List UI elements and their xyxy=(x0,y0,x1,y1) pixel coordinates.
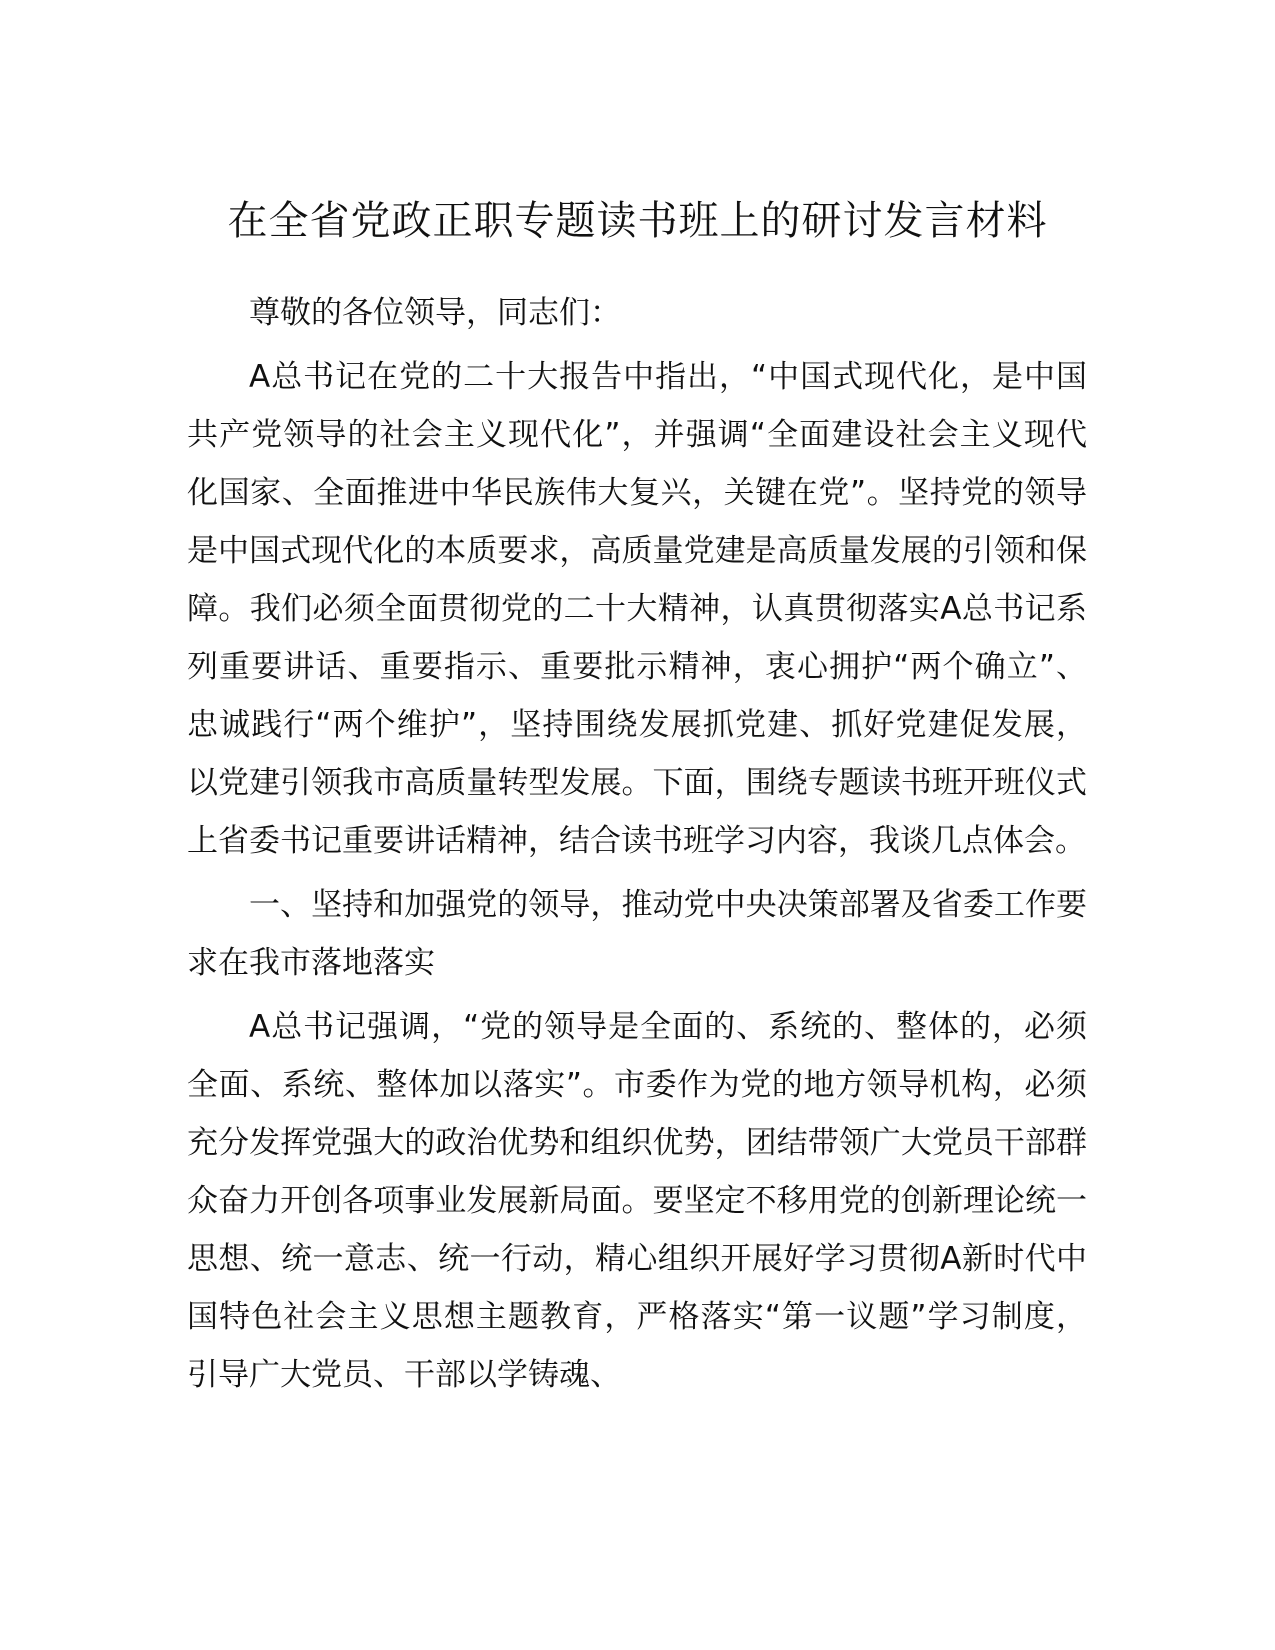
paragraph-section-1: A总书记强调，“党的领导是全面的、系统的、整体的，必须全面、系统、整体加以落实”。市委作为党的地方领导机构，必须充分发挥党强大的政治优势和组织优势，团结带领广大党员干部群众奋力开创各项事业发展新局面。要坚定不移用党的创新理论统一思想、统一意志、统一行动，精心组织开展好学习贯彻A新时代中国特色社会主义思想主题教育，严格落实“第一议题”学习制度，引导广大党员、干部以学铸魂、 xyxy=(187,1009,1087,1393)
document-title: 在全省党政正职专题读书班上的研讨发言材料 xyxy=(227,198,1048,244)
section-heading-1: 一、坚持和加强党的领导，推动党中央决策部署及省委工作要求在我市落地落实 xyxy=(187,887,1087,981)
document-body xyxy=(187,284,1087,1410)
paragraph-intro: A总书记在党的二十大报告中指出，“中国式现代化，是中国共产党领导的社会主义现代化”，并强调“全面建设社会主义现代化国家、全面推进中华民族伟大复兴，关键在党”。坚持党的领导是中国式现代化的本质要求，高质量党建是高质量发展的引领和保障。我们必须全面贯彻党的二十大精神，认真贯彻落实A总书记系列重要讲话、重要指示、重要批示精神，衷心拥护“两个确立”、忠诚践行“两个维护”，坚持围绕发展抓党建、抓好党建促发展，以党建引领我市高质量转型发展。下面，围绕专题读书班开班仪式上省委书记重要讲话精神，结合读书班学习内容，我谈几点体会。 xyxy=(187,359,1087,859)
salutation: 尊敬的各位领导，同志们： xyxy=(249,295,621,331)
